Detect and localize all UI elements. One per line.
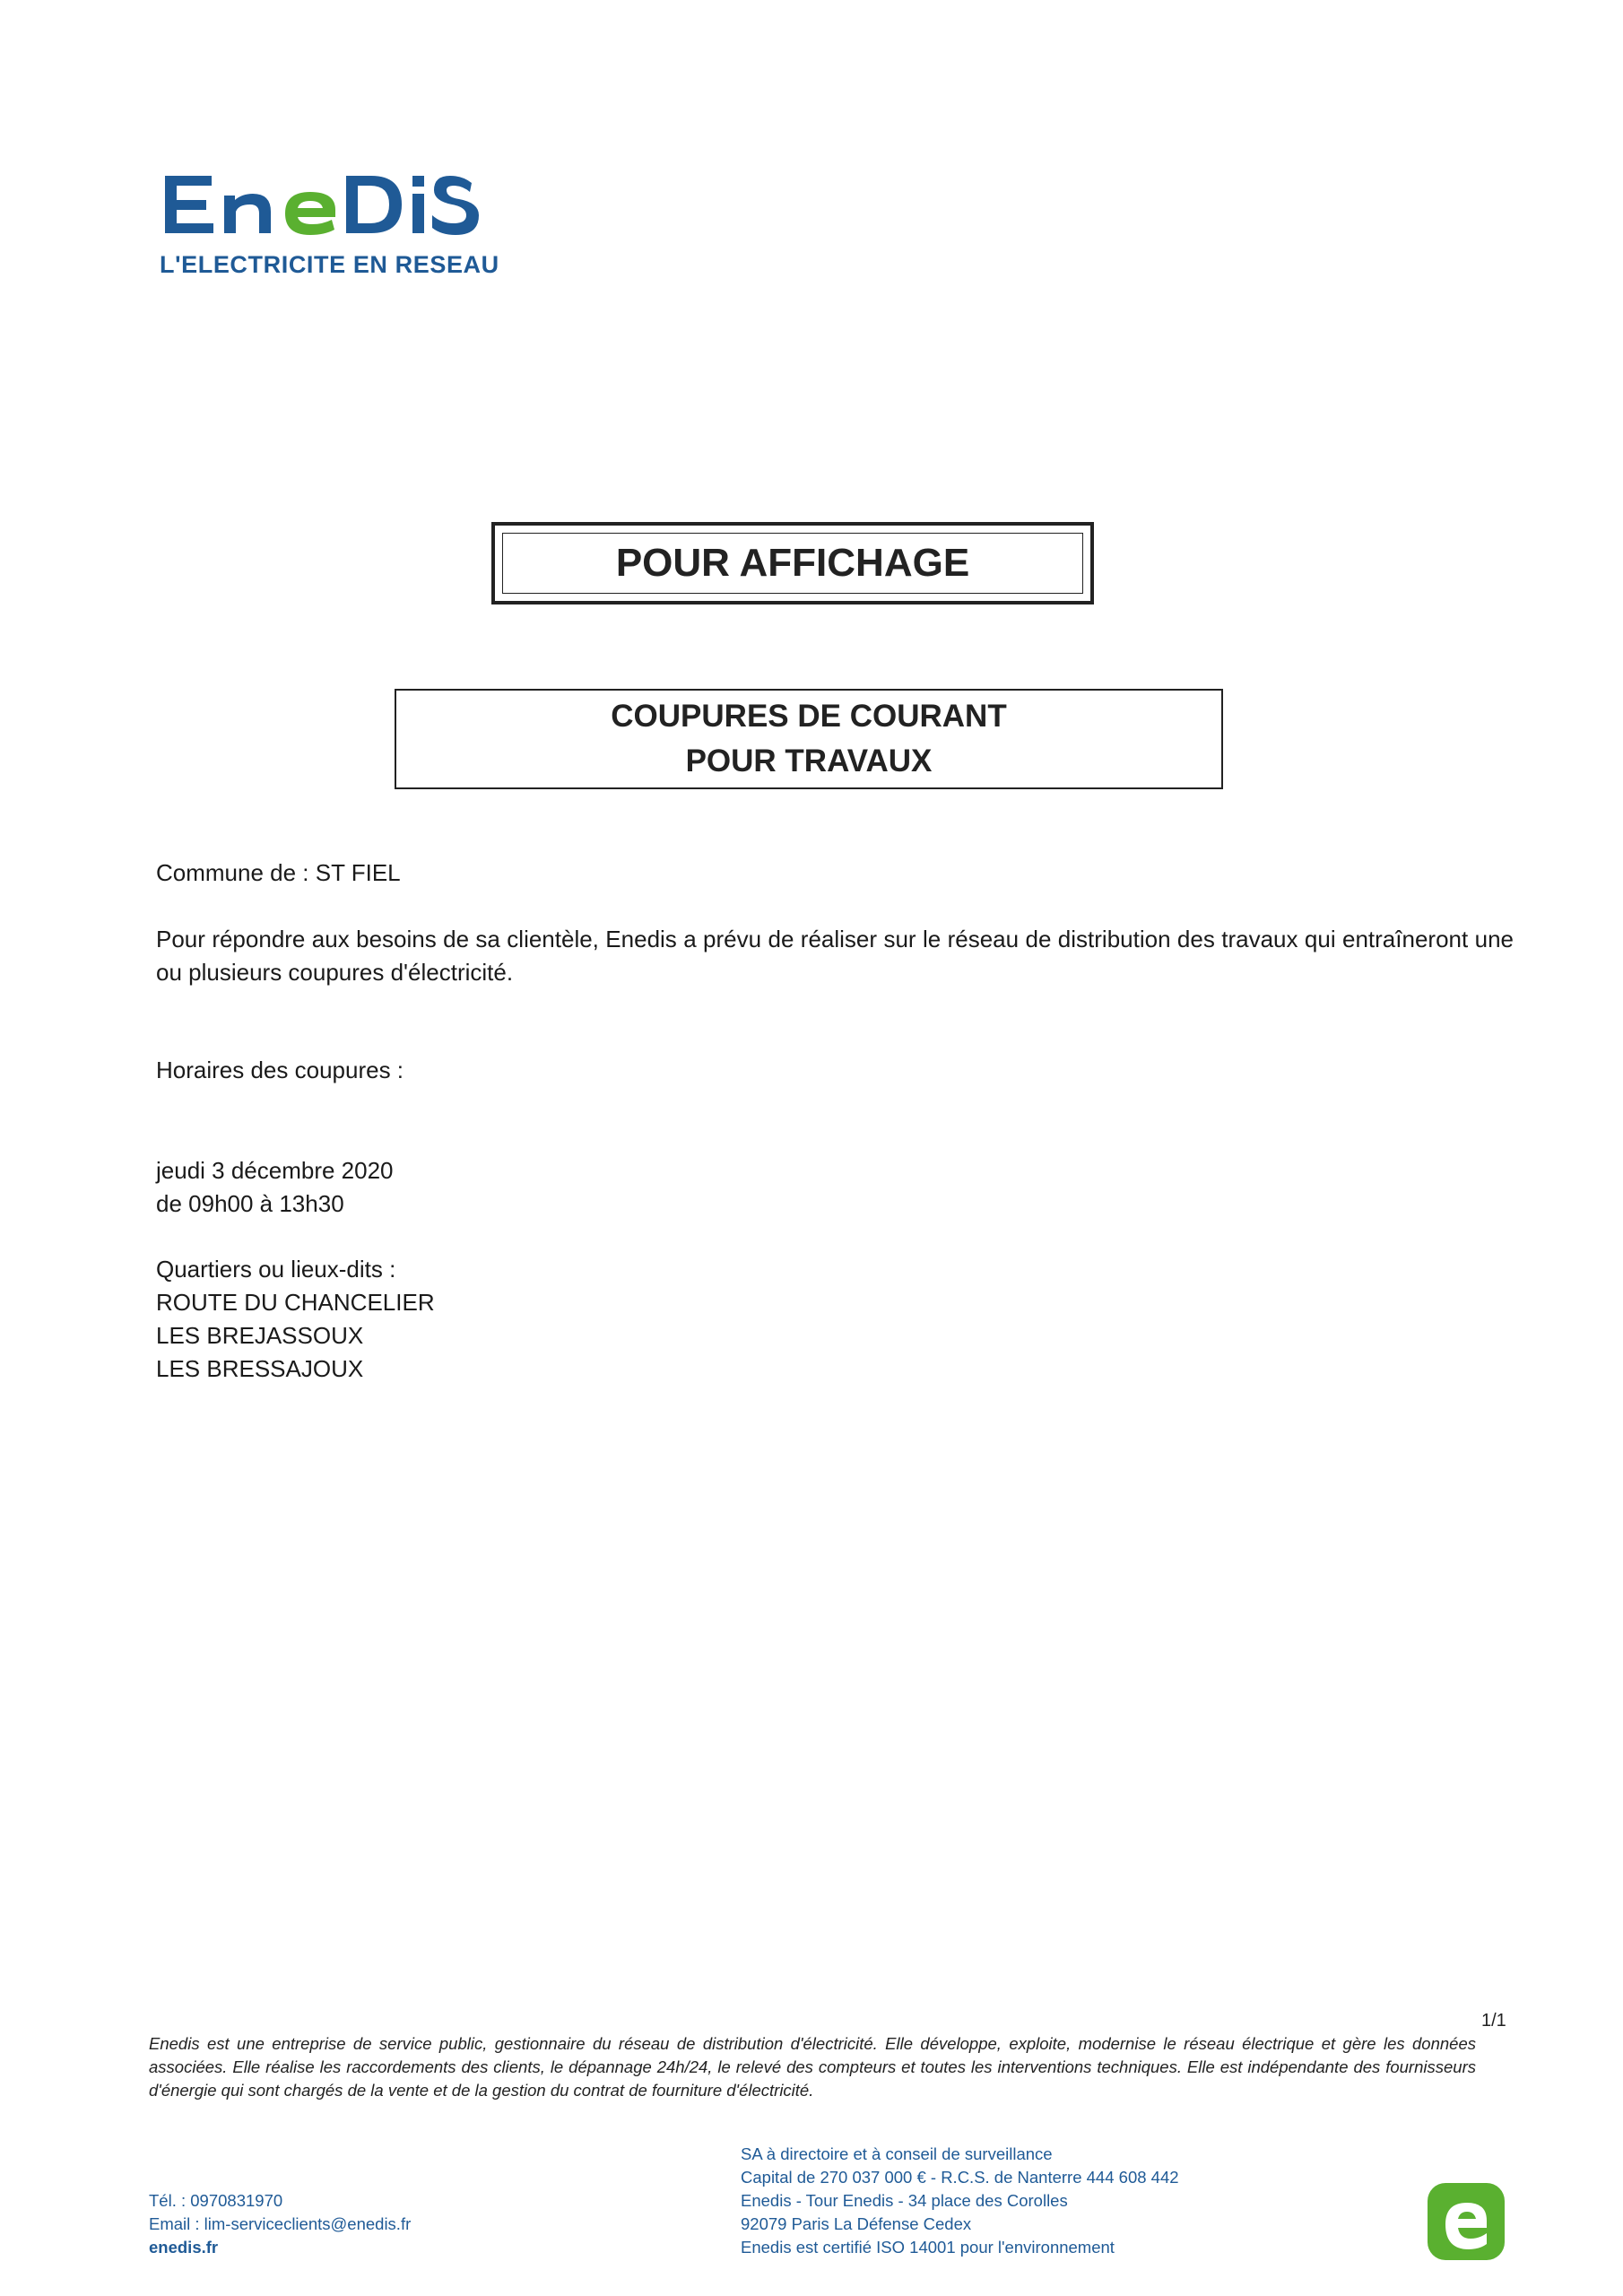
contact-tel: Tél. : 0970831970: [149, 2191, 283, 2210]
quartier-item: LES BREJASSOUX: [156, 1322, 364, 1349]
footer-note: Enedis est une entreprise de service public, gestionnaire du réseau de distribution d'électricité. Elle développe, exploite, modernise le réseau électrique et gère les données associées. Elle réalise les raccordements des clients, le dépannage 24h/24, le relevé des compteurs et toutes les interventions techniques. Elle est indépendante des fournisseurs d'énergie qui sont chargés de la vente et de la gestion du contrat de fourniture d'électricité.: [149, 2034, 1476, 2100]
enedis-mark-icon: [1428, 2183, 1505, 2260]
contact-website: enedis.fr: [149, 2238, 219, 2257]
outage-time: de 09h00 à 13h30: [156, 1190, 344, 1217]
commune-line: Commune de : ST FIEL: [156, 859, 401, 886]
company-line: 92079 Paris La Défense Cedex: [741, 2214, 972, 2233]
coupures-box: [395, 689, 1223, 789]
page-number: 1/1: [1481, 2011, 1506, 2031]
company-line: Capital de 270 037 000 € - R.C.S. de Nanterre 444 608 442: [741, 2168, 1179, 2187]
company-line: SA à directoire et à conseil de surveillance: [741, 2144, 1053, 2163]
horaires-label: Horaires des coupures :: [156, 1057, 404, 1083]
quartier-item: LES BRESSAJOUX: [156, 1355, 364, 1382]
company-line: Enedis - Tour Enedis - 34 place des Corolles: [741, 2191, 1068, 2210]
coupures-title-line2: POUR TRAVAUX: [685, 744, 933, 778]
pour-affichage-title: POUR AFFICHAGE: [502, 533, 1083, 594]
quartiers-label: Quartiers ou lieux-dits :: [156, 1256, 396, 1283]
quartier-item: ROUTE DU CHANCELIER: [156, 1289, 435, 1316]
pour-affichage-box: [491, 522, 1094, 604]
logo-tagline: L'ELECTRICITE EN RESEAU: [160, 251, 499, 278]
contact-email: Email : lim-serviceclients@enedis.fr: [149, 2214, 412, 2233]
coupures-title-line1: COUPURES DE COURANT: [611, 699, 1007, 734]
quartiers-block: [156, 1253, 435, 1386]
outage-date: jeudi 3 décembre 2020: [156, 1157, 394, 1184]
contact-block: [149, 2189, 411, 2259]
company-line: Enedis est certifié ISO 14001 pour l'environnement: [741, 2238, 1115, 2257]
intro-paragraph: Pour répondre aux besoins de sa clientèle, Enedis a prévu de réaliser sur le réseau de distribution des travaux qui entraîneront une ou plusieurs coupures d'électricité.: [156, 926, 1514, 986]
company-info: [741, 2143, 1179, 2259]
